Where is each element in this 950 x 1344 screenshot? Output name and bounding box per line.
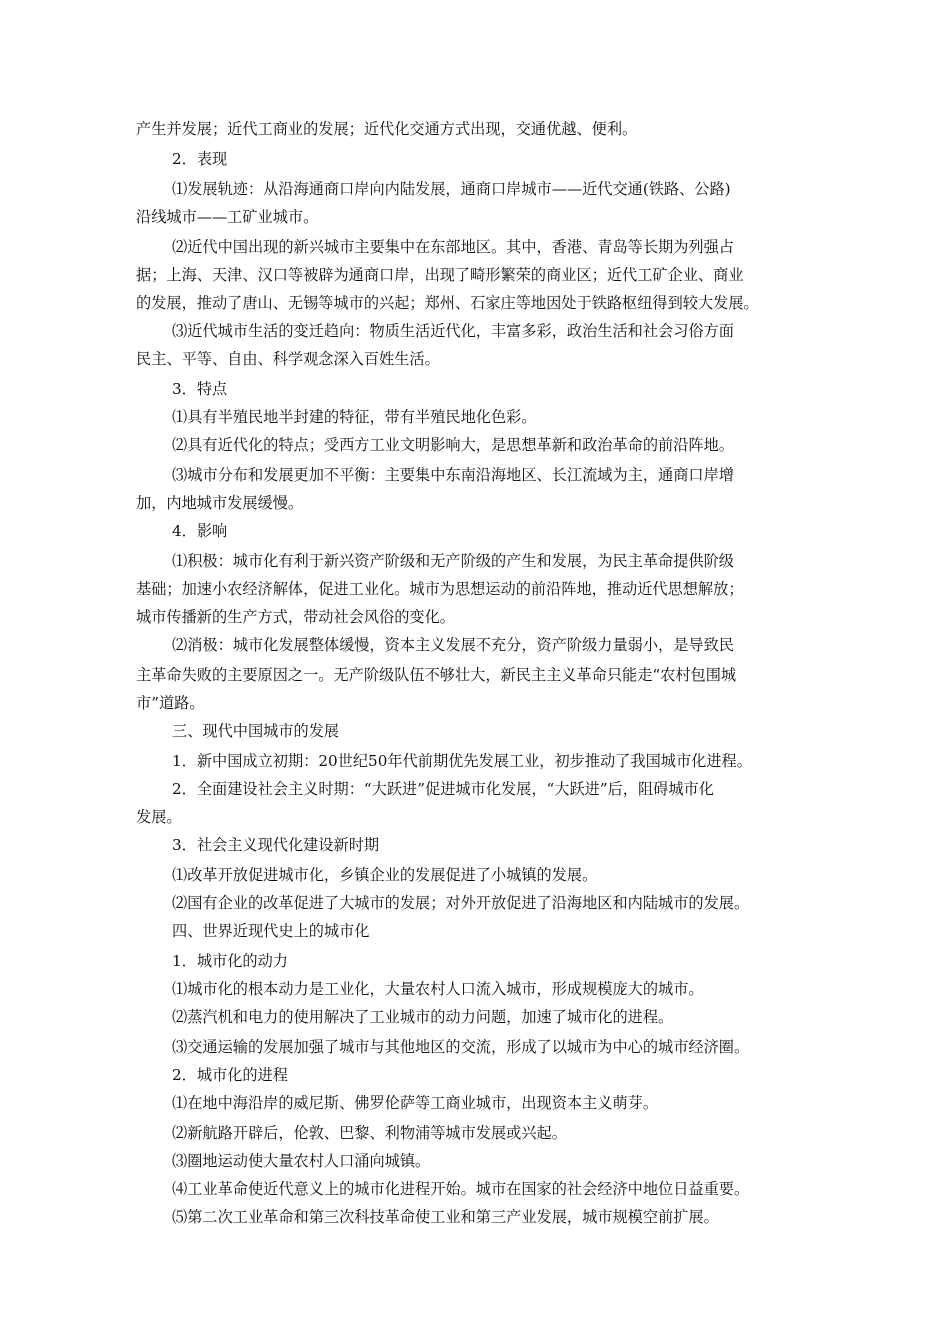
section-heading: 3．社会主义现代化建设新时期: [172, 836, 380, 854]
text-line: ⑶交通运输的发展加强了城市与其他地区的交流，形成了以城市为中心的城市经济圈。: [172, 1038, 750, 1056]
text-line: ⑴在地中海沿岸的威尼斯、佛罗伦萨等工商业城市，出现资本主义萌芽。: [172, 1094, 658, 1112]
text-line: 产生并发展；近代工商业的发展；近代化交通方式出现，交通优越、便利。: [136, 120, 638, 138]
text-line: ⑵蒸汽机和电力的使用解决了工业城市的动力问题，加速了城市化的进程。: [172, 1008, 674, 1026]
section-heading: 2．表现: [172, 150, 228, 168]
section-heading: 三、现代中国城市的发展: [172, 722, 340, 740]
section-heading: 四、世界近现代史上的城市化: [172, 922, 370, 940]
text-line: ⑶近代城市生活的变迁趋向：物质生活近代化，丰富多彩，政治生活和社会习俗方面: [172, 322, 734, 340]
text-line: ⑶圈地运动使大量农村人口涌向城镇。: [172, 1152, 431, 1170]
text-line: ⑷工业革命使近代意义上的城市化进程开始。城市在国家的社会经济中地位日益重要。: [172, 1180, 750, 1198]
text-line: ⑵国有企业的改革促进了大城市的发展；对外开放促进了沿海地区和内陆城市的发展。: [172, 894, 750, 912]
text-line: 1．新中国成立初期：20世纪50年代前期优先发展工业，初步推动了我国城市化进程。: [172, 752, 752, 770]
text-line: 加，内地城市发展缓慢。: [136, 494, 304, 512]
text-line: ⑵近代中国出现的新兴城市主要集中在东部地区。其中，香港、青岛等长期为列强占: [172, 238, 734, 256]
section-heading: 4．影响: [172, 522, 228, 540]
text-line: 沿线城市——工矿业城市。: [136, 208, 319, 226]
section-heading: 1．城市化的动力: [172, 952, 288, 970]
text-line: 发展。: [136, 808, 182, 826]
text-line: 市”道路。: [136, 694, 205, 712]
text-line: 主革命失败的主要原因之一。无产阶级队伍不够壮大，新民主主义革命只能走“农村包围城: [136, 666, 737, 684]
text-line: ⑴城市化的根本动力是工业化，大量农村人口流入城市，形成规模庞大的城市。: [172, 980, 704, 998]
text-line: ⑸第二次工业革命和第三次科技革命使工业和第三产业发展，城市规模空前扩展。: [172, 1208, 719, 1226]
text-line: 民主、平等、自由、科学观念深入百姓生活。: [136, 350, 440, 368]
text-line: 的发展，推动了唐山、无锡等城市的兴起；郑州、石家庄等地因处于铁路枢纽得到较大发展。: [136, 294, 759, 312]
text-line: 基础；加速小农经济解体，促进工业化。城市为思想运动的前沿阵地，推动近代思想解放；: [136, 580, 744, 598]
text-line: ⑵新航路开辟后，伦敦、巴黎、利物浦等城市发展或兴起。: [172, 1124, 567, 1142]
text-line: 据；上海、天津、汉口等被辟为通商口岸，出现了畸形繁荣的商业区；近代工矿企业、商业: [136, 266, 744, 284]
text-line: ⑴具有半殖民地半封建的特征，带有半殖民地化色彩。: [172, 408, 537, 426]
section-heading: 2．城市化的进程: [172, 1066, 288, 1084]
text-line: ⑶城市分布和发展更加不平衡：主要集中东南沿海地区、长江流域为主，通商口岸增: [172, 466, 734, 484]
text-line: 城市传播新的生产方式，带动社会风俗的变化。: [136, 608, 455, 626]
text-line: ⑴发展轨迹：从沿海通商口岸向内陆发展，通商口岸城市——近代交通(铁路、公路): [172, 180, 731, 198]
text-line: 2．全面建设社会主义时期：“大跃进”促进城市化发展，“大跃进”后，阻碍城市化: [172, 780, 714, 798]
section-heading: 3．特点: [172, 380, 228, 398]
text-line: ⑵具有近代化的特点；受西方工业文明影响大，是思想革新和政治革命的前沿阵地。: [172, 436, 734, 454]
text-line: ⑵消极：城市化发展整体缓慢，资本主义发展不充分，资产阶级力量弱小，是导致民: [172, 636, 734, 654]
text-line: ⑴改革开放促进城市化，乡镇企业的发展促进了小城镇的发展。: [172, 866, 598, 884]
text-line: ⑴积极：城市化有利于新兴资产阶级和无产阶级的产生和发展，为民主革命提供阶级: [172, 552, 734, 570]
